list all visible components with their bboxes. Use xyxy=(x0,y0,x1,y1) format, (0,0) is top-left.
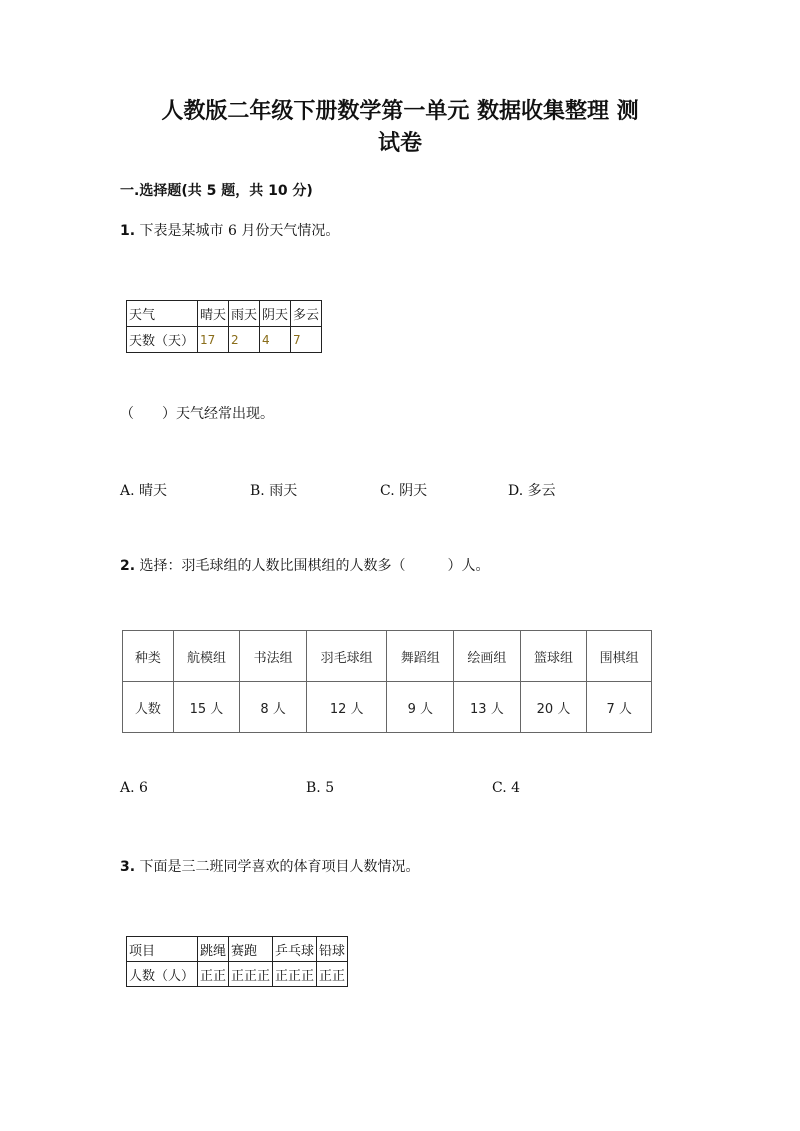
option-b: B. 雨天 xyxy=(250,483,298,499)
sports-table xyxy=(126,936,348,987)
table-row xyxy=(123,631,652,682)
table-row xyxy=(123,682,652,733)
table-cell: 航模组 xyxy=(173,631,240,682)
table-cell: 7 xyxy=(291,327,322,353)
question-3 xyxy=(120,856,420,876)
group-table xyxy=(122,630,652,733)
question-1 xyxy=(120,220,339,240)
table-cell: 多云 xyxy=(291,301,322,327)
table-row xyxy=(127,937,348,962)
table-row xyxy=(127,327,322,353)
option-c: C. 阴天 xyxy=(380,483,428,499)
table-cell: 雨天 xyxy=(229,301,260,327)
table-cell: 8 人 xyxy=(240,682,307,733)
question-text: 下面是三二班同学喜欢的体育项目人数情况。 xyxy=(139,859,420,875)
table-cell: 正正 xyxy=(317,962,348,987)
table-cell: 羽毛球组 xyxy=(306,631,387,682)
table-cell: 人数 xyxy=(123,682,174,733)
table-cell: 正正 xyxy=(198,962,229,987)
table-cell: 种类 xyxy=(123,631,174,682)
table-cell: 人数（人） xyxy=(127,962,198,987)
table-cell: 书法组 xyxy=(240,631,307,682)
question-number: 3. xyxy=(120,859,136,875)
table-row xyxy=(127,962,348,987)
option-a: A. 6 xyxy=(120,780,148,796)
option-a: A. 晴天 xyxy=(120,483,168,499)
table-cell: 跳绳 xyxy=(198,937,229,962)
option-d: D. 多云 xyxy=(508,483,556,499)
question-text: 选择：羽毛球组的人数比围棋组的人数多（ ）人。 xyxy=(139,558,490,574)
table-cell: 铅球 xyxy=(317,937,348,962)
table-cell: 阴天 xyxy=(260,301,291,327)
title-line-1: 人教版二年级下册数学第一单元 数据收集整理 测 xyxy=(161,99,639,124)
table-cell: 2 xyxy=(229,327,260,353)
question-1-stem: （ ）天气经常出现。 xyxy=(120,406,274,422)
table-cell: 9 人 xyxy=(387,682,454,733)
question-2 xyxy=(120,555,490,575)
table-cell: 绘画组 xyxy=(454,631,521,682)
table-cell: 天数（天） xyxy=(127,327,198,353)
table-cell: 赛跑 xyxy=(229,937,273,962)
question-text: 下表是某城市 6 月份天气情况。 xyxy=(139,223,340,239)
table-cell: 围棋组 xyxy=(587,631,652,682)
table-cell: 晴天 xyxy=(198,301,229,327)
table-cell: 乒乓球 xyxy=(273,937,317,962)
table-cell: 舞蹈组 xyxy=(387,631,454,682)
section-heading: 一.选择题(共 5 题，共 10 分) xyxy=(120,183,313,199)
table-cell: 17 xyxy=(198,327,229,353)
weather-table xyxy=(126,300,322,353)
table-cell: 正正正 xyxy=(229,962,273,987)
question-number: 2. xyxy=(120,558,136,574)
table-cell: 13 人 xyxy=(454,682,521,733)
table-cell: 15 人 xyxy=(173,682,240,733)
option-b: B. 5 xyxy=(306,780,335,796)
table-cell: 项目 xyxy=(127,937,198,962)
table-cell: 7 人 xyxy=(587,682,652,733)
option-c: C. 4 xyxy=(492,780,521,796)
page-title xyxy=(100,96,700,160)
question-number: 1. xyxy=(120,223,136,239)
table-cell: 天气 xyxy=(127,301,198,327)
table-cell: 正正正 xyxy=(273,962,317,987)
table-cell: 4 xyxy=(260,327,291,353)
table-cell: 篮球组 xyxy=(520,631,587,682)
table-cell: 20 人 xyxy=(520,682,587,733)
title-line-2: 试卷 xyxy=(377,131,422,156)
table-row xyxy=(127,301,322,327)
table-cell: 12 人 xyxy=(306,682,387,733)
